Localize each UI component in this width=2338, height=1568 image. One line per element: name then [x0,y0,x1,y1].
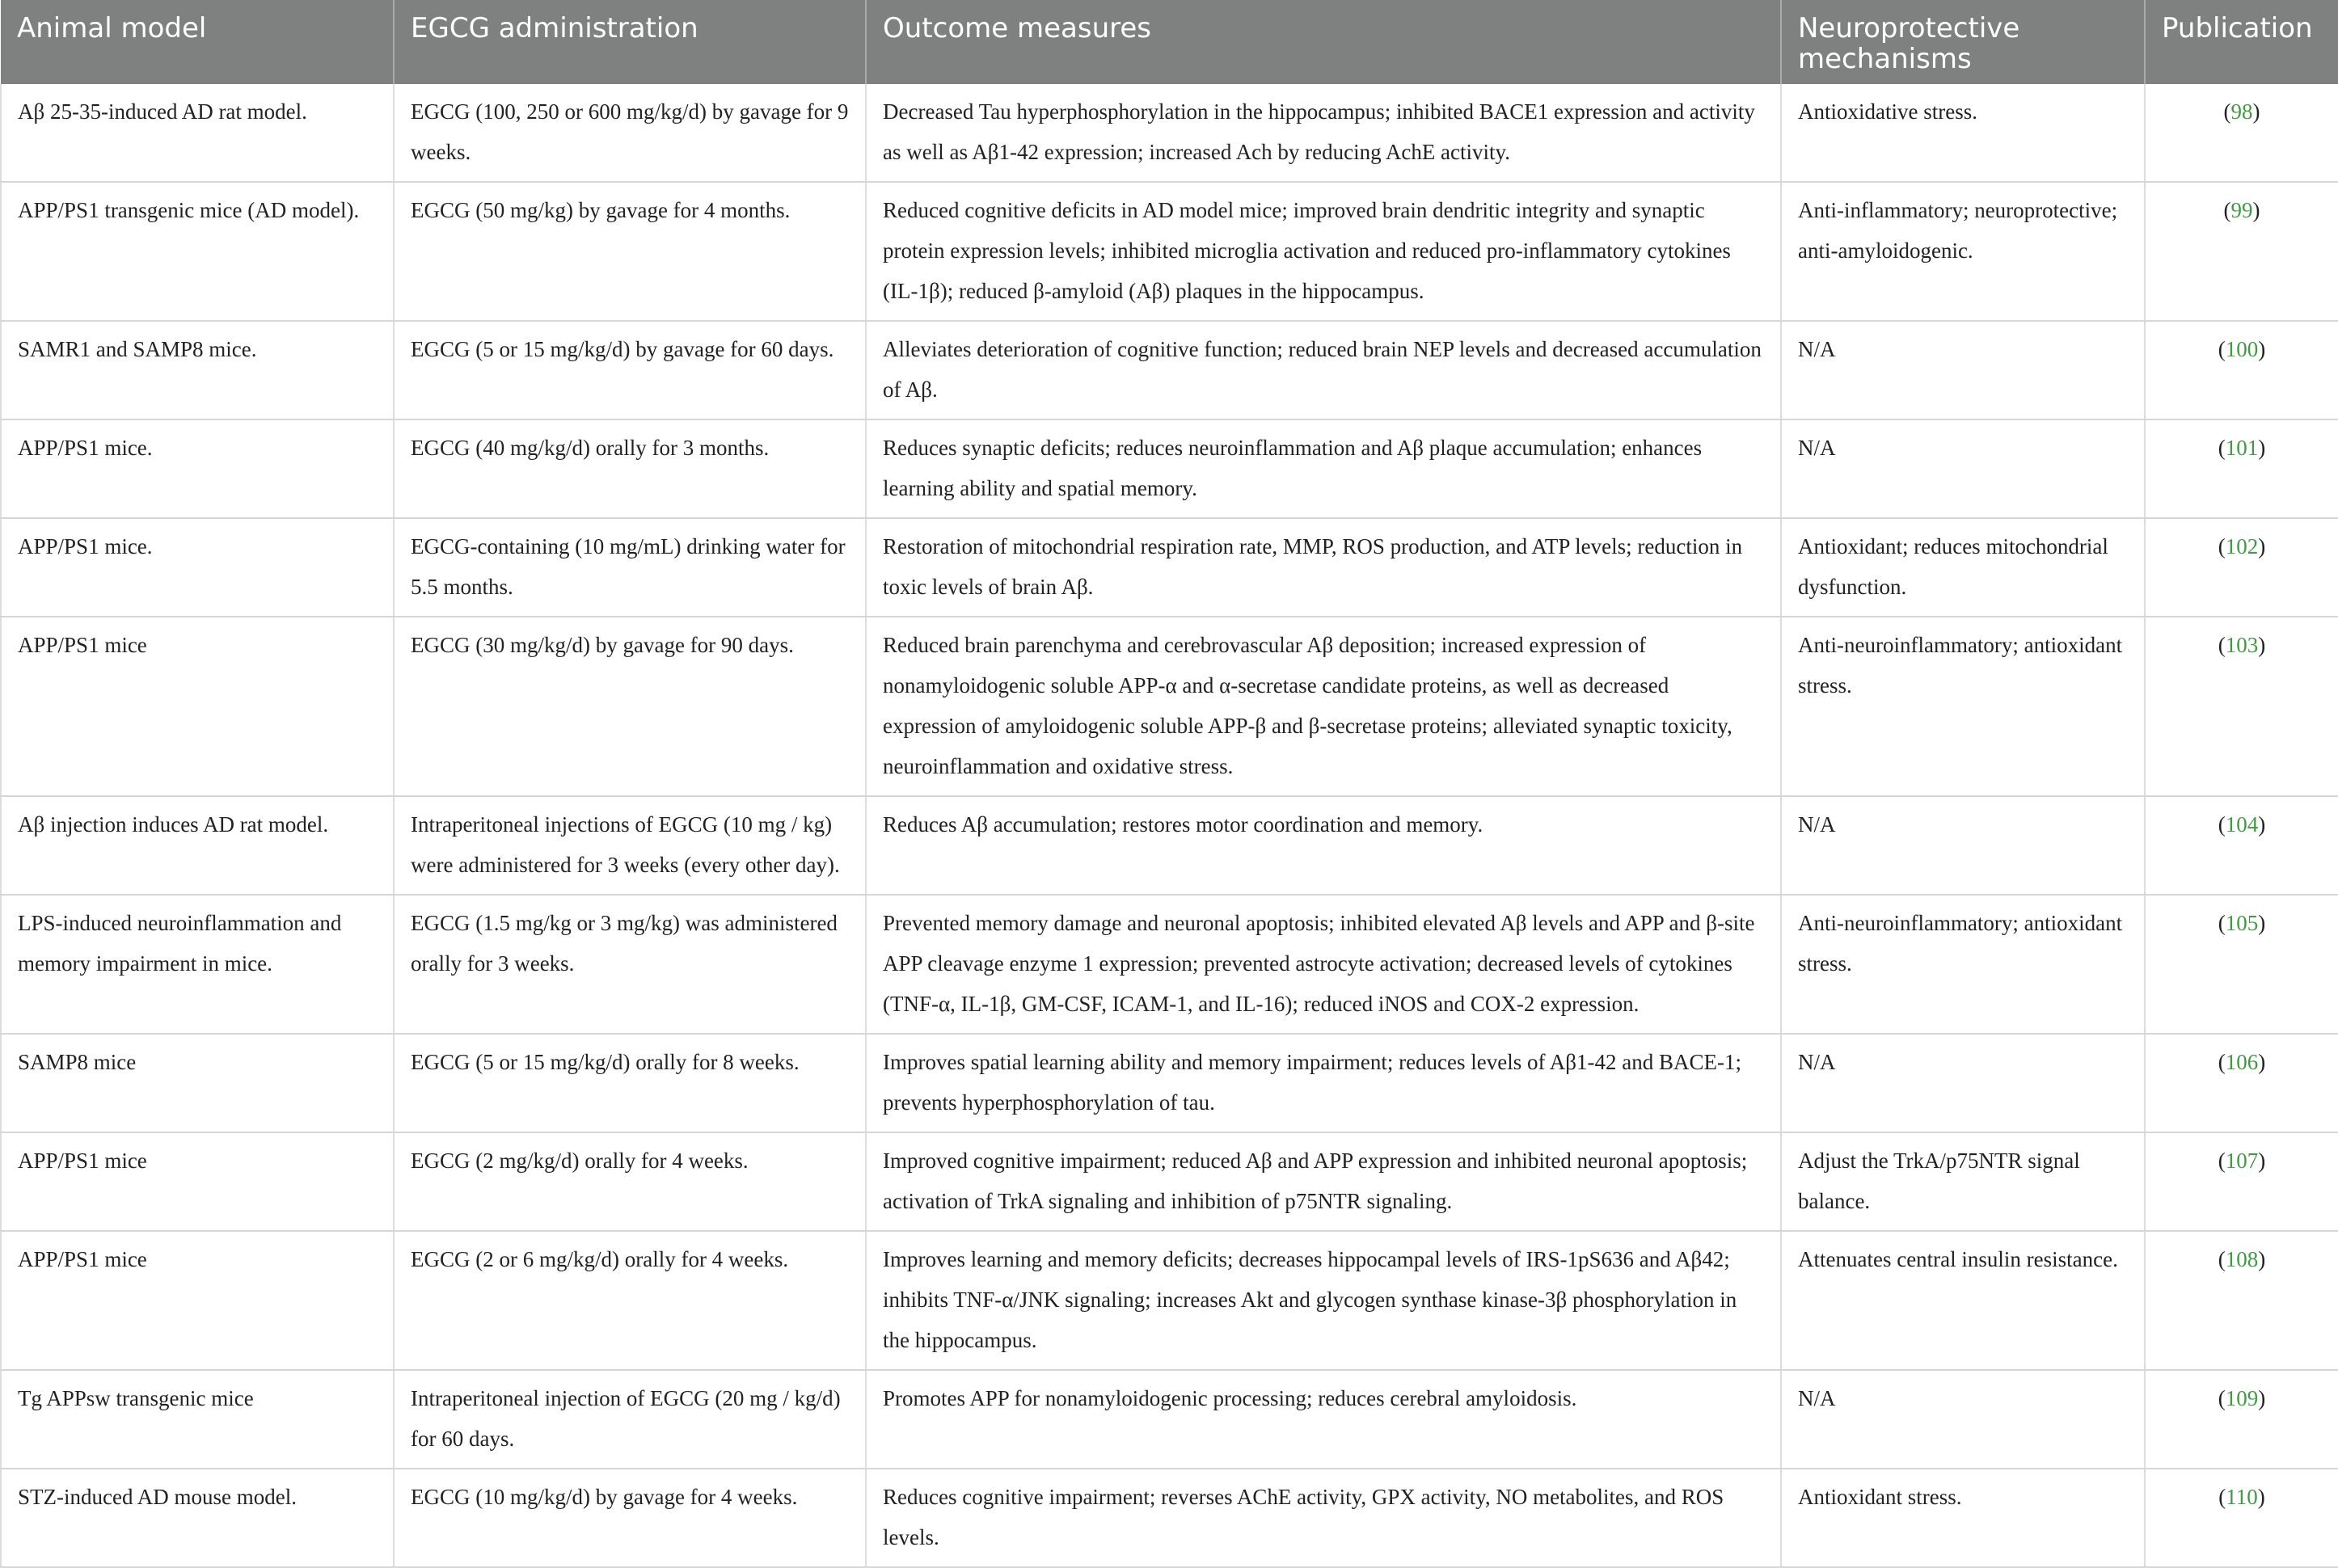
reference-link[interactable]: 104 [2225,812,2259,837]
cell-outcome: Improves learning and memory deficits; decreases hippocampal levels of IRS-1pS636 and Aβ42; inhibits TNF-α/JNK signaling; increases Akt and glycogen synthase kinase-3β phosphorylation in the hippocampus. [866,1231,1781,1370]
cell-outcome: Improved cognitive impairment; reduced Aβ and APP expression and inhibited neuronal apoptosis; activation of TrkA signaling and inhibition of p75NTR signaling. [866,1132,1781,1231]
cell-administration: EGCG (2 mg/kg/d) orally for 4 weeks. [394,1132,866,1231]
header-animal-model: Animal model [1,0,394,84]
cell-outcome: Improves spatial learning ability and memory impairment; reduces levels of Aβ1-42 and BACE-1; prevents hyperphosphorylation of tau. [866,1034,1781,1132]
cell-publication: (100) [2145,321,2338,419]
table-row [1,1469,2338,1567]
cell-publication: (104) [2145,796,2338,895]
cell-administration: EGCG (30 mg/kg/d) by gavage for 90 days. [394,617,866,796]
cell-mechanism: Anti-inflammatory; neuroprotective; anti-amyloidogenic. [1781,182,2145,321]
reference-link[interactable]: 109 [2225,1386,2259,1410]
cell-animal-model: Tg APPsw transgenic mice [1,1370,394,1469]
cell-administration: EGCG (40 mg/kg/d) orally for 3 months. [394,419,866,518]
cell-animal-model: APP/PS1 transgenic mice (AD model). [1,182,394,321]
table-row [1,796,2338,895]
header-row [1,0,2338,84]
cell-publication: (102) [2145,518,2338,617]
cell-mechanism: N/A [1781,1370,2145,1469]
cell-mechanism: N/A [1781,321,2145,419]
cell-animal-model: STZ-induced AD mouse model. [1,1469,394,1567]
cell-animal-model: Aβ injection induces AD rat model. [1,796,394,895]
table-row [1,1231,2338,1370]
table-row [1,321,2338,419]
cell-administration: Intraperitoneal injection of EGCG (20 mg / kg/d) for 60 days. [394,1370,866,1469]
table-row [1,617,2338,796]
table-row [1,1132,2338,1231]
table-row [1,518,2338,617]
cell-publication: (108) [2145,1231,2338,1370]
cell-outcome: Reduced cognitive deficits in AD model mice; improved brain dendritic integrity and synaptic protein expression levels; inhibited microglia activation and reduced pro-inflammatory cytokines (IL-1β); reduced β-amyloid (Aβ) plaques in the hippocampus. [866,182,1781,321]
cell-outcome: Reduces cognitive impairment; reverses AChE activity, GPX activity, NO metabolites, and ROS levels. [866,1469,1781,1567]
header-publication: Publication [2145,0,2338,84]
cell-outcome: Reduced brain parenchyma and cerebrovascular Aβ deposition; increased expression of nonamyloidogenic soluble APP-α and α-secretase candidate proteins, as well as decreased expression of amyloidogenic soluble APP-β and β-secretase proteins; alleviated synaptic toxicity, neuroinflammation and oxidative stress. [866,617,1781,796]
table-row [1,419,2338,518]
table-header [1,0,2338,84]
cell-animal-model: APP/PS1 mice [1,617,394,796]
cell-mechanism: Antioxidative stress. [1781,84,2145,182]
table-body [1,84,2338,1567]
reference-link[interactable]: 99 [2230,198,2253,222]
reference-link[interactable]: 106 [2225,1050,2259,1074]
cell-mechanism: Antioxidant; reduces mitochondrial dysfunction. [1781,518,2145,617]
cell-outcome: Prevented memory damage and neuronal apoptosis; inhibited elevated Aβ levels and APP and β-site APP cleavage enzyme 1 expression; prevented astrocyte activation; decreased levels of cytokines (TNF-α, IL-1β, GM-CSF, ICAM-1, and IL-16); reduced iNOS and COX-2 expression. [866,895,1781,1034]
cell-administration: EGCG-containing (10 mg/mL) drinking water for 5.5 months. [394,518,866,617]
cell-administration: EGCG (100, 250 or 600 mg/kg/d) by gavage for 9 weeks. [394,84,866,182]
reference-link[interactable]: 101 [2225,436,2259,460]
reference-link[interactable]: 98 [2230,99,2253,124]
cell-publication: (105) [2145,895,2338,1034]
cell-administration: EGCG (1.5 mg/kg or 3 mg/kg) was administered orally for 3 weeks. [394,895,866,1034]
cell-administration: EGCG (2 or 6 mg/kg/d) orally for 4 weeks. [394,1231,866,1370]
cell-animal-model: APP/PS1 mice. [1,419,394,518]
reference-link[interactable]: 103 [2225,633,2259,657]
cell-animal-model: APP/PS1 mice [1,1132,394,1231]
cell-outcome: Reduces Aβ accumulation; restores motor coordination and memory. [866,796,1781,895]
table-row [1,1034,2338,1132]
cell-animal-model: Aβ 25-35-induced AD rat model. [1,84,394,182]
table-row [1,84,2338,182]
reference-link[interactable]: 110 [2226,1485,2258,1509]
cell-publication: (103) [2145,617,2338,796]
cell-publication: (101) [2145,419,2338,518]
cell-mechanism: Attenuates central insulin resistance. [1781,1231,2145,1370]
cell-publication: (99) [2145,182,2338,321]
cell-publication: (107) [2145,1132,2338,1231]
reference-link[interactable]: 105 [2225,911,2259,935]
cell-animal-model: APP/PS1 mice [1,1231,394,1370]
cell-administration: EGCG (5 or 15 mg/kg/d) orally for 8 weeks. [394,1034,866,1132]
cell-animal-model: SAMR1 and SAMP8 mice. [1,321,394,419]
table-row [1,1370,2338,1469]
reference-link[interactable]: 107 [2225,1149,2259,1173]
cell-outcome: Reduces synaptic deficits; reduces neuroinflammation and Aβ plaque accumulation; enhances learning ability and spatial memory. [866,419,1781,518]
cell-animal-model: LPS-induced neuroinflammation and memory impairment in mice. [1,895,394,1034]
table-row [1,895,2338,1034]
cell-mechanism: Anti-neuroinflammatory; antioxidant stress. [1781,617,2145,796]
cell-animal-model: SAMP8 mice [1,1034,394,1132]
cell-administration: EGCG (50 mg/kg) by gavage for 4 months. [394,182,866,321]
reference-link[interactable]: 100 [2225,337,2259,361]
cell-publication: (110) [2145,1469,2338,1567]
cell-mechanism: Anti-neuroinflammatory; antioxidant stress. [1781,895,2145,1034]
cell-outcome: Alleviates deterioration of cognitive function; reduced brain NEP levels and decreased accumulation of Aβ. [866,321,1781,419]
cell-outcome: Promotes APP for nonamyloidogenic processing; reduces cerebral amyloidosis. [866,1370,1781,1469]
header-outcome-measures: Outcome measures [866,0,1781,84]
cell-publication: (106) [2145,1034,2338,1132]
table-row [1,182,2338,321]
header-egcg-administration: EGCG administration [394,0,866,84]
cell-mechanism: Antioxidant stress. [1781,1469,2145,1567]
cell-outcome: Restoration of mitochondrial respiration rate, MMP, ROS production, and ATP levels; reduction in toxic levels of brain Aβ. [866,518,1781,617]
cell-mechanism: N/A [1781,419,2145,518]
reference-link[interactable]: 108 [2225,1247,2259,1271]
cell-mechanism: Adjust the TrkA/p75NTR signal balance. [1781,1132,2145,1231]
cell-administration: Intraperitoneal injections of EGCG (10 mg / kg) were administered for 3 weeks (every other day). [394,796,866,895]
cell-mechanism: N/A [1781,796,2145,895]
cell-publication: (98) [2145,84,2338,182]
cell-administration: EGCG (10 mg/kg/d) by gavage for 4 weeks. [394,1469,866,1567]
cell-publication: (109) [2145,1370,2338,1469]
reference-link[interactable]: 102 [2225,534,2259,558]
cell-outcome: Decreased Tau hyperphosphorylation in the hippocampus; inhibited BACE1 expression and activity as well as Aβ1-42 expression; increased Ach by reducing AchE activity. [866,84,1781,182]
cell-administration: EGCG (5 or 15 mg/kg/d) by gavage for 60 days. [394,321,866,419]
cell-mechanism: N/A [1781,1034,2145,1132]
cell-animal-model: APP/PS1 mice. [1,518,394,617]
header-neuroprotective-mechanisms: Neuroprotective mechanisms [1781,0,2145,84]
